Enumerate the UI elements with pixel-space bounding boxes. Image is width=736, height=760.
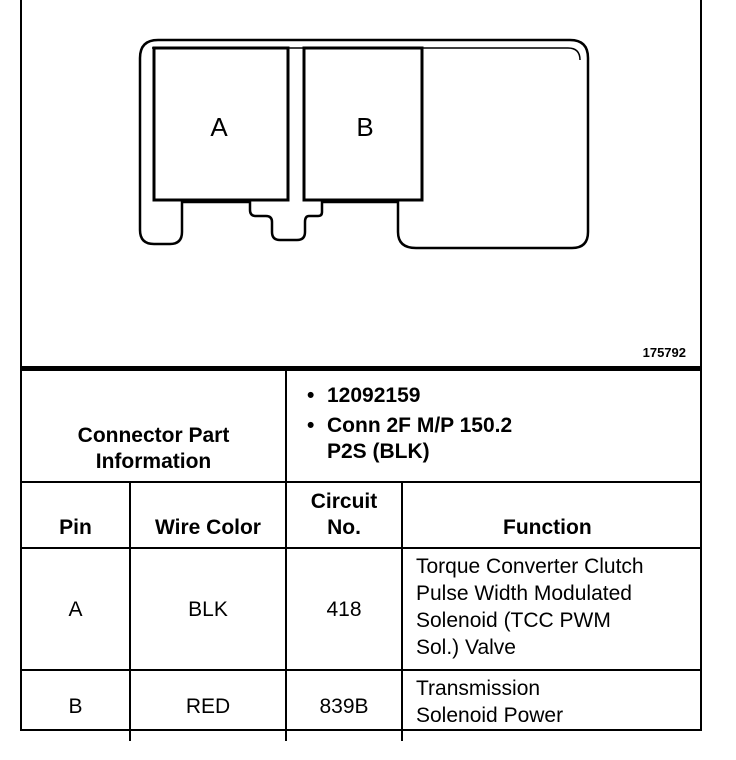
connector-part-label-line2: Information [95,450,212,473]
function-line: Solenoid Power [416,704,564,727]
function-column-header: Function [402,482,700,548]
pin-a-label: A [210,112,228,142]
bullet-icon: • [307,414,315,437]
function-line: Transmission [416,677,541,700]
pin-column-header: Pin [22,482,130,548]
pin-b-label: B [356,112,374,142]
figure-number: 175792 [642,345,686,360]
part-number: 12092159 [327,384,421,407]
function-line: Solenoid (TCC PWM [416,609,611,632]
circuit-column-header [286,482,402,548]
pin-cell: A [22,548,130,670]
function-cell [402,548,700,670]
part-number-item [307,383,700,409]
connector-sheet [20,0,702,731]
connector-part-label [22,370,286,482]
circuit-cell: 839B [286,670,402,741]
connector-description-line2: P2S (BLK) [327,440,430,463]
connector-housing-inner-edge [152,48,580,60]
circuit-header-line1: Circuit [310,490,378,513]
wire-color-column-header: Wire Color [130,482,286,548]
connector-description-line1: Conn 2F M/P 150.2 [327,414,513,437]
function-cell [402,670,700,741]
connector-housing-outline [140,40,588,248]
bullet-icon: • [307,384,315,407]
connector-diagram [22,0,700,366]
table-row [22,548,700,670]
connector-info-table [22,369,700,741]
wire-color-cell: BLK [130,548,286,670]
connector-part-row [22,370,700,482]
function-line: Sol.) Valve [416,636,516,659]
connector-part-list [286,370,700,482]
connector-figure [22,0,700,369]
table-row [22,670,700,741]
pin-cell: B [22,670,130,741]
connector-part-label-line1: Connector Part [77,424,230,447]
function-line: Torque Converter Clutch [416,555,644,578]
connector-description-item [307,413,700,465]
table-header-row [22,482,700,548]
circuit-header-line2: No. [327,516,361,539]
wire-color-cell: RED [130,670,286,741]
circuit-cell: 418 [286,548,402,670]
function-line: Pulse Width Modulated [416,582,632,605]
